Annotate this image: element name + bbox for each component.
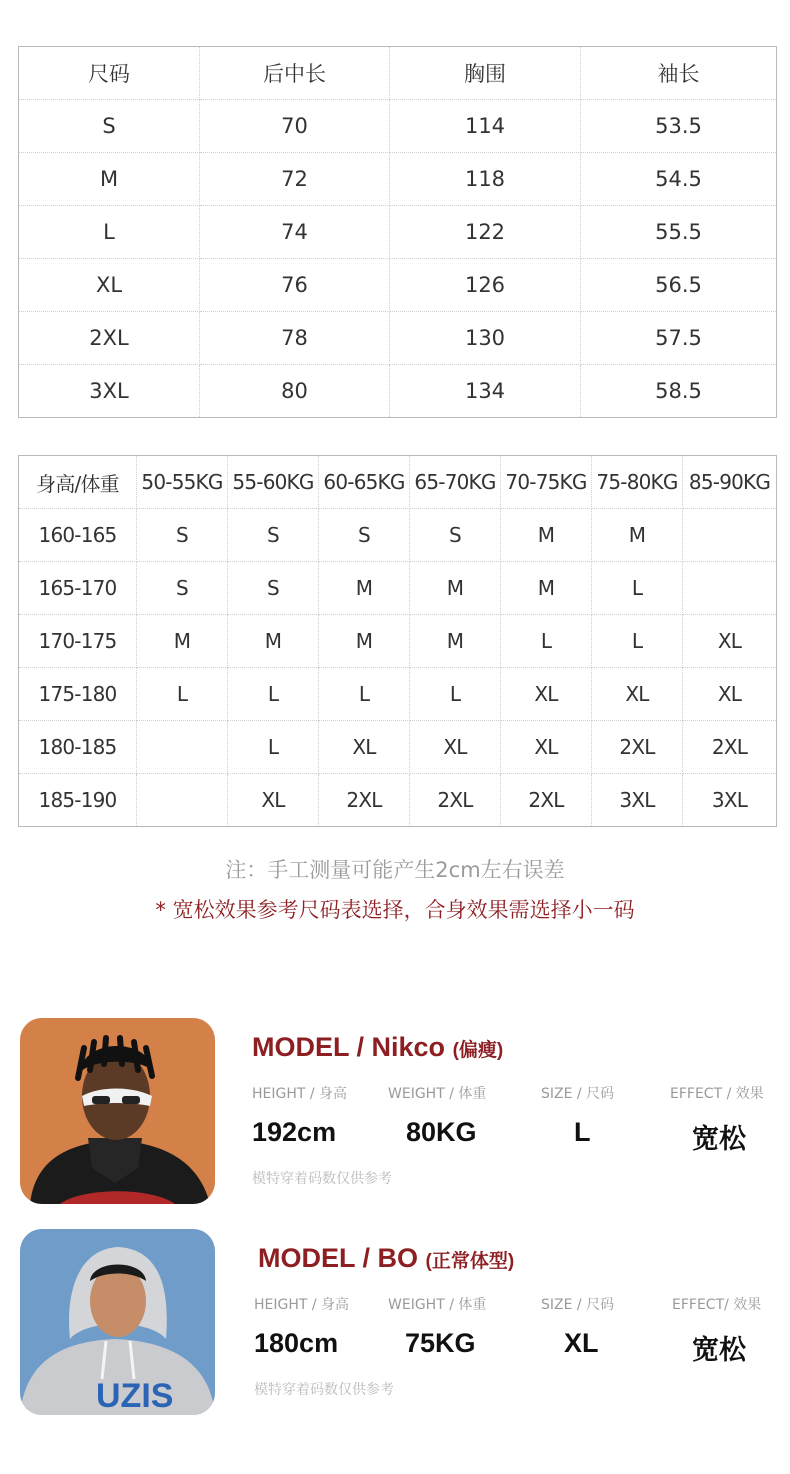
table-cell: 2XL (319, 774, 410, 827)
table-cell: M (19, 153, 200, 206)
table-cell: 175-180 (19, 668, 137, 721)
table-row (19, 365, 777, 418)
table-cell: 134 (390, 365, 581, 418)
table-cell: 3XL (592, 774, 683, 827)
table-cell: XL (501, 668, 592, 721)
header-cell: 75-80KG (592, 456, 683, 509)
table-cell: 55.5 (581, 206, 777, 259)
model-photo (20, 1229, 215, 1415)
table-cell: S (137, 562, 228, 615)
height-value: 180cm (254, 1328, 339, 1358)
height-label: HEIGHT / 身高 (254, 1297, 350, 1313)
table-cell: L (228, 721, 319, 774)
table-cell: 2XL (592, 721, 683, 774)
header-cell: 身高/体重 (19, 456, 137, 509)
table-cell (137, 774, 228, 827)
table-cell: 78 (200, 312, 390, 365)
height-label: HEIGHT / 身高 (252, 1086, 348, 1102)
table-cell: 74 (200, 206, 390, 259)
table-cell: 3XL (19, 365, 200, 418)
table-cell: 80 (200, 365, 390, 418)
table-header-row (19, 456, 777, 509)
table-row (19, 774, 777, 827)
table-cell: S (228, 562, 319, 615)
effect-label: EFFECT/ 效果 (672, 1297, 762, 1313)
table-row (19, 100, 777, 153)
table-row (19, 312, 777, 365)
measurement-note: 注：手工测量可能产生2cm左右误差 (225, 858, 565, 882)
table-cell: 2XL (501, 774, 592, 827)
table-cell: L (410, 668, 501, 721)
table-cell: M (228, 615, 319, 668)
table-cell: M (501, 562, 592, 615)
table-cell: 185-190 (19, 774, 137, 827)
size-label: SIZE / 尺码 (541, 1297, 615, 1313)
table-cell: L (19, 206, 200, 259)
table-cell: L (137, 668, 228, 721)
table-row (19, 206, 777, 259)
table-cell: M (501, 509, 592, 562)
table-cell: 56.5 (581, 259, 777, 312)
table-cell: 118 (390, 153, 581, 206)
header-cell: 袖长 (581, 47, 777, 100)
table-cell: 2XL (19, 312, 200, 365)
header-cell: 55-60KG (228, 456, 319, 509)
table-row (19, 615, 777, 668)
table-cell (683, 509, 777, 562)
table-cell (683, 562, 777, 615)
table-cell: 126 (390, 259, 581, 312)
table-cell: 122 (390, 206, 581, 259)
effect-value: 宽松 (692, 1335, 746, 1365)
table-cell: 170-175 (19, 615, 137, 668)
table-cell: 2XL (410, 774, 501, 827)
height-weight-fit-table (18, 455, 777, 827)
table-cell: XL (683, 615, 777, 668)
table-cell: 3XL (711, 788, 748, 812)
body-type-tag: (正常体型) (425, 1251, 515, 1272)
header-cell: 60-65KG (319, 456, 410, 509)
height-value: 192cm (252, 1117, 337, 1147)
table-cell: 130 (390, 312, 581, 365)
table-cell (137, 721, 228, 774)
size-value: XL (564, 1328, 599, 1358)
table-row (19, 509, 777, 562)
table-cell: 180-185 (19, 721, 137, 774)
header-cell: 胸围 (390, 47, 581, 100)
table-cell: XL (501, 721, 592, 774)
table-cell: L (592, 615, 683, 668)
table-cell: XL (319, 721, 410, 774)
size-label: SIZE / 尺码 (541, 1086, 615, 1102)
table-cell: M (592, 509, 683, 562)
table-row (19, 668, 777, 721)
model-photo (20, 1018, 215, 1204)
table-cell: XL (592, 668, 683, 721)
table-cell: 70 (200, 100, 390, 153)
model-photo-illustration (20, 1229, 215, 1415)
model-card-bo (0, 1229, 790, 1415)
table-cell: 114 (390, 100, 581, 153)
table-cell: 57.5 (581, 312, 777, 365)
reference-note: 模特穿着码数仅供参考 (254, 1382, 394, 1398)
header-cell: 65-70KG (410, 456, 501, 509)
svg-text:UZIS: UZIS (96, 1377, 174, 1415)
table-cell: 53.5 (581, 100, 777, 153)
table-cell: L (501, 615, 592, 668)
table-row (19, 721, 777, 774)
table-cell: 2XL (683, 721, 777, 774)
weight-label: WEIGHT / 体重 (388, 1297, 487, 1313)
effect-label: EFFECT / 效果 (670, 1086, 764, 1102)
table-cell: S (410, 509, 501, 562)
table-cell: 165-170 (19, 562, 137, 615)
table-cell: S (137, 509, 228, 562)
table-cell: L (228, 668, 319, 721)
header-cell: 后中长 (200, 47, 390, 100)
header-cell: 尺码 (19, 47, 200, 100)
table-row (19, 153, 777, 206)
table-cell: M (137, 615, 228, 668)
table-cell: 54.5 (581, 153, 777, 206)
size-value: L (574, 1117, 591, 1147)
table-cell: XL (228, 774, 319, 827)
table-cell: M (410, 562, 501, 615)
header-cell: 85-90KG (683, 456, 777, 509)
table-cell: M (319, 562, 410, 615)
body-type-tag: (偏瘦) (452, 1040, 504, 1061)
reference-note: 模特穿着码数仅供参考 (252, 1171, 392, 1187)
table-cell: XL (683, 668, 777, 721)
table-cell: XL (410, 721, 501, 774)
table-row (19, 562, 777, 615)
weight-label: WEIGHT / 体重 (388, 1086, 487, 1102)
model-name: MODEL / BO (258, 1243, 419, 1273)
weight-value: 80KG (406, 1117, 477, 1147)
header-cell: 50-55KG (137, 456, 228, 509)
table-header-row (19, 47, 777, 100)
table-cell: XL (19, 259, 200, 312)
fit-advice-note: * 宽松效果参考尺码表选择，合身效果需选择小一码 (155, 898, 635, 922)
table-cell: S (19, 100, 200, 153)
table-cell: L (592, 562, 683, 615)
size-chart-table (18, 46, 777, 418)
effect-value: 宽松 (692, 1124, 746, 1154)
model-title (258, 1243, 514, 1274)
model-title (252, 1032, 503, 1063)
model-photo-illustration (20, 1018, 215, 1204)
model-name: MODEL / Nikco (252, 1032, 446, 1062)
table-cell: 76 (200, 259, 390, 312)
table-cell: 58.5 (655, 379, 702, 403)
header-cell: 70-75KG (501, 456, 592, 509)
table-cell: L (319, 668, 410, 721)
weight-value: 75KG (405, 1328, 476, 1358)
table-cell: M (319, 615, 410, 668)
table-cell: 160-165 (19, 509, 137, 562)
table-cell: S (319, 509, 410, 562)
model-card-nikco (0, 1018, 790, 1204)
table-cell: 72 (200, 153, 390, 206)
table-cell: M (410, 615, 501, 668)
table-cell: S (228, 509, 319, 562)
table-row (19, 259, 777, 312)
